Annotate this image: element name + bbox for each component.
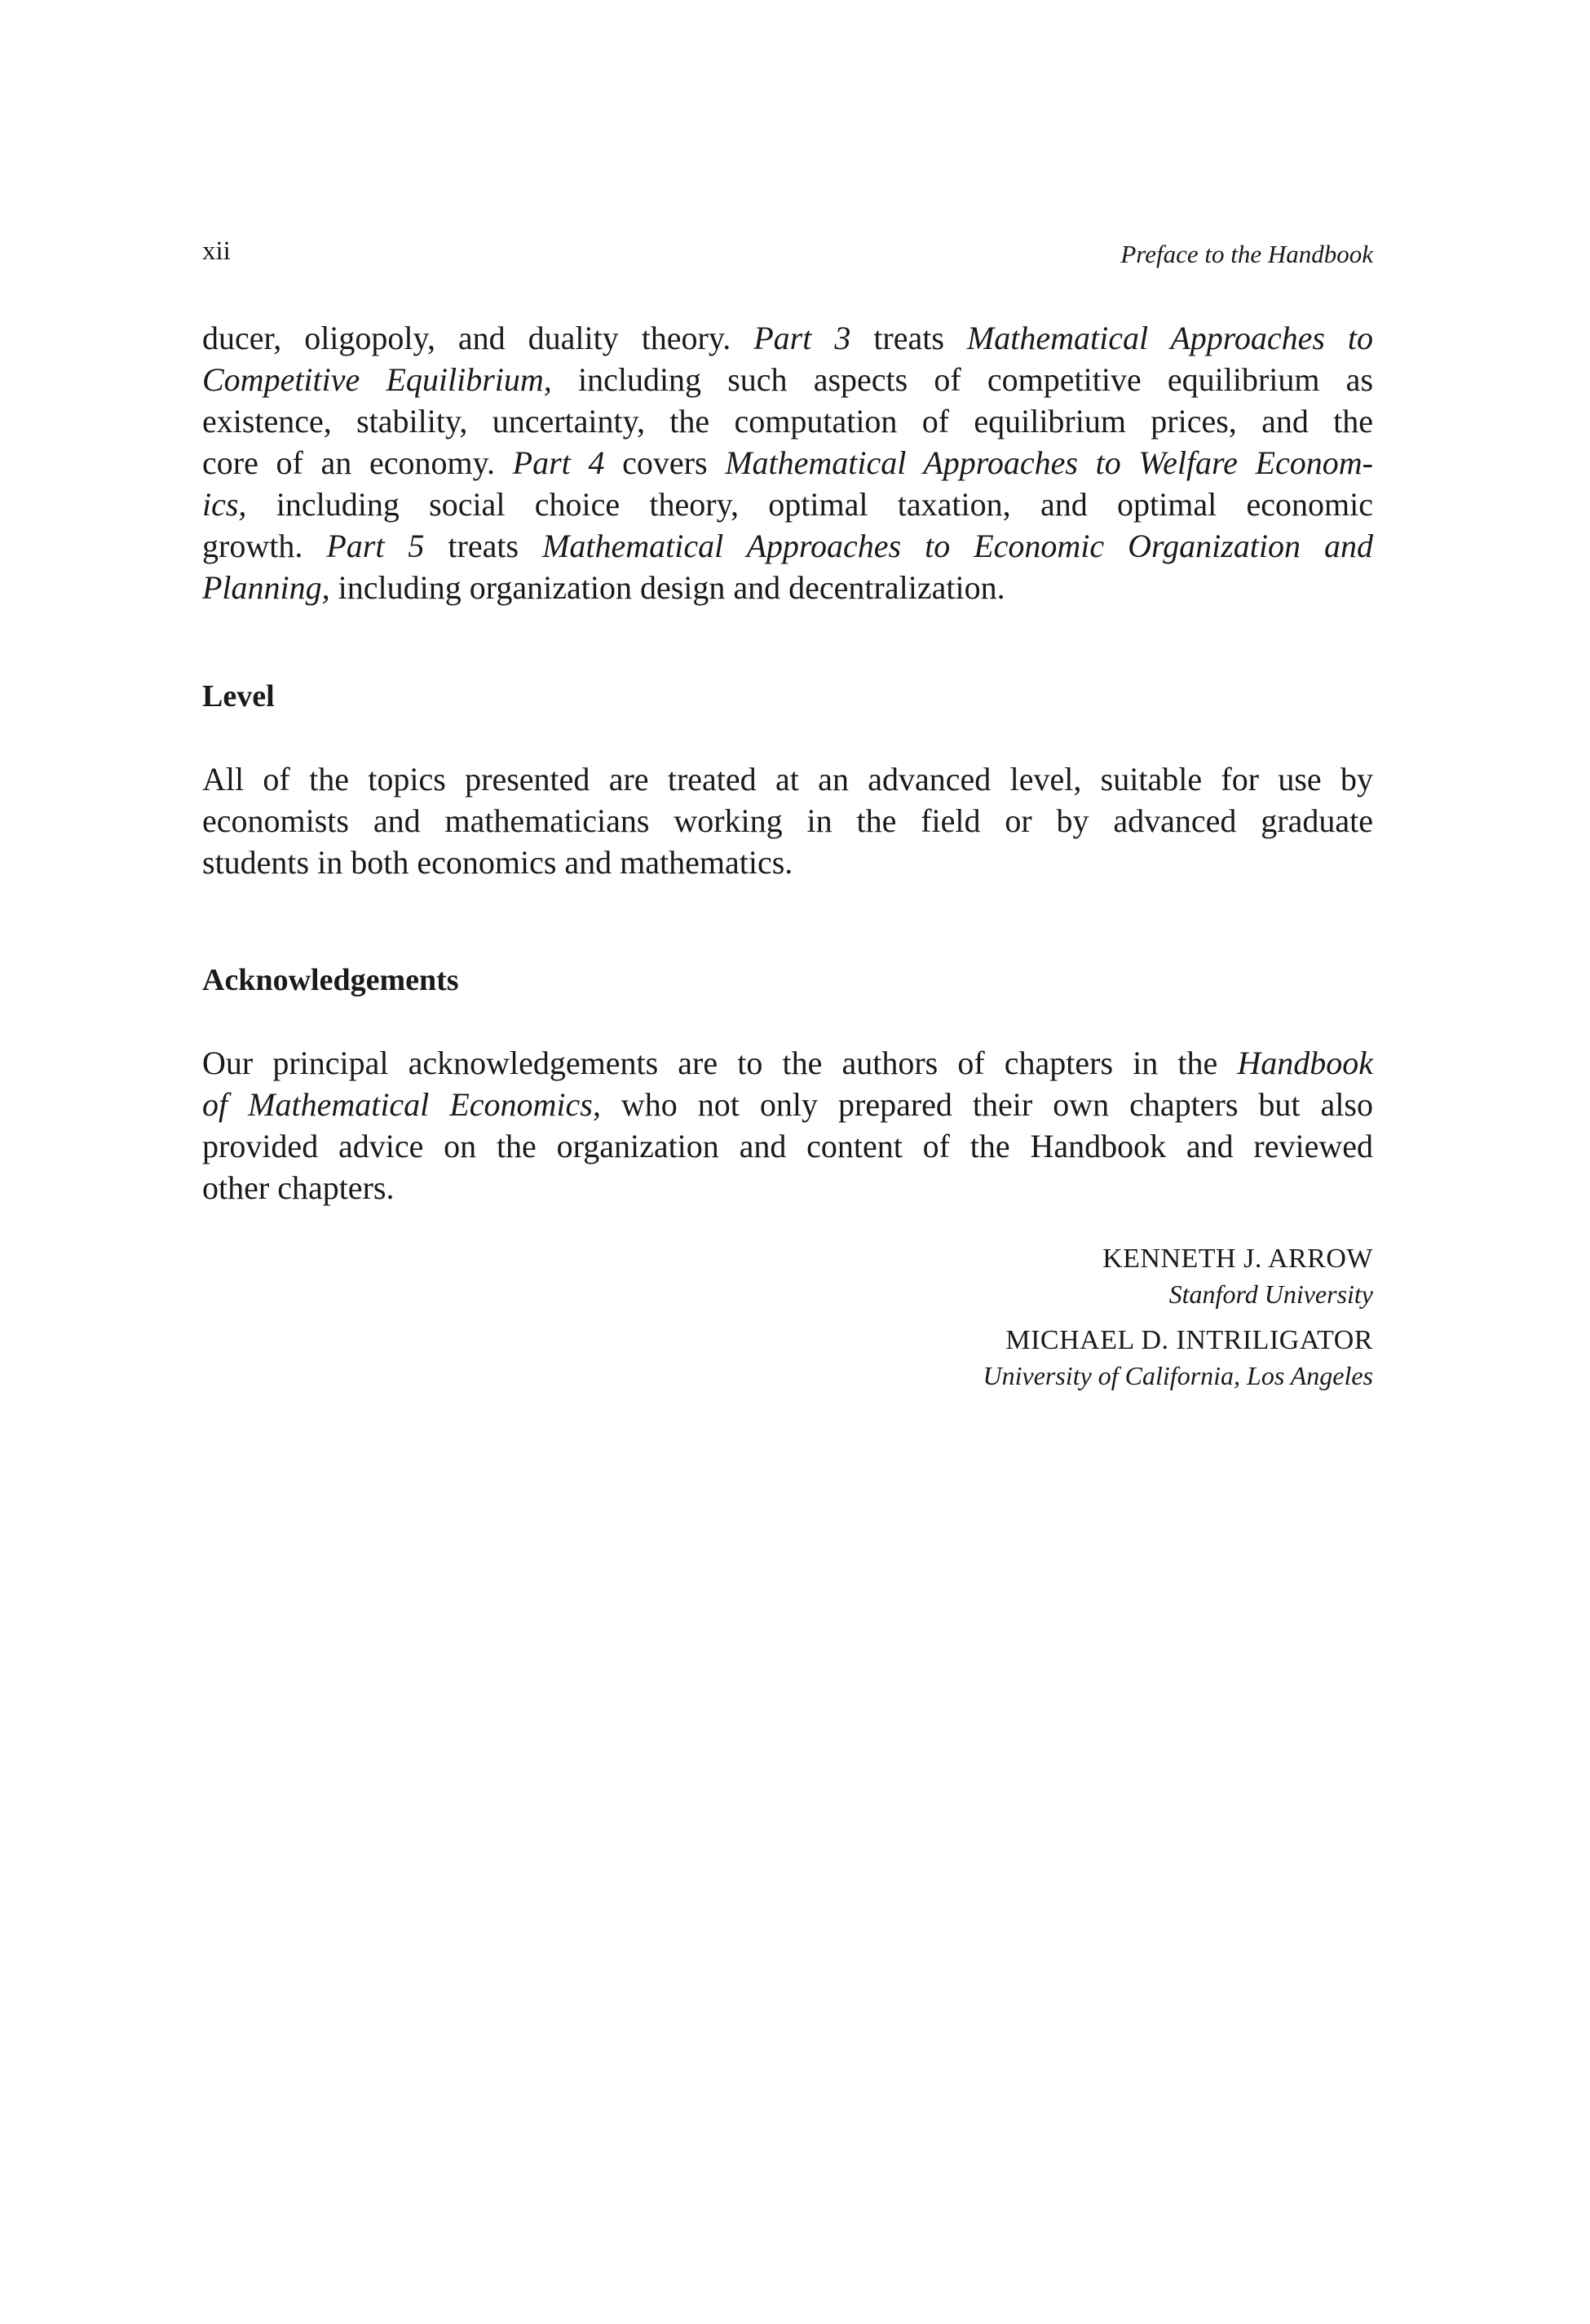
text-run: core of an economy. [202, 444, 513, 481]
running-title: Preface to the Handbook [1120, 240, 1373, 268]
text-line [202, 442, 1373, 484]
italic-run: Competitive Equilibrium, [202, 361, 552, 398]
paragraph [202, 758, 1373, 883]
italic-run: ics, [202, 486, 247, 523]
text-line [202, 1167, 1373, 1208]
text-run: growth. [202, 528, 327, 564]
signatory-affiliation: Stanford University [1168, 1279, 1373, 1309]
text-line [202, 800, 1373, 842]
italic-run: Mathematical Approaches to Economic Organization and [542, 528, 1374, 564]
text-run: including organization design and decentralization. [329, 569, 1005, 606]
italic-run: Part 5 [326, 528, 425, 564]
text-run: who not only prepared their own chapters but also [600, 1086, 1373, 1123]
text-run: treats [850, 320, 967, 356]
text-run: Our principal acknowledgements are to the authors of chapters in the [202, 1045, 1238, 1081]
text-run: ducer, oligopoly, and duality theory. [202, 320, 754, 356]
italic-run: of Mathematical Economics, [202, 1086, 601, 1123]
text-run: covers [604, 444, 726, 481]
text-line [202, 842, 1373, 883]
page-number: xii [202, 236, 231, 266]
text-run: provided advice on the organization and content of the Handbook and reviewed [202, 1128, 1373, 1164]
text-line [202, 567, 1373, 608]
running-head [202, 236, 1373, 276]
text-run: economists and mathematicians working in the field or by advanced graduate [202, 802, 1373, 839]
text-run: treats [424, 528, 543, 564]
italic-run: Planning, [202, 569, 330, 606]
text-line [202, 317, 1373, 359]
text-run: including such aspects of competitive equilibrium as [551, 361, 1374, 398]
text-line [202, 1084, 1373, 1125]
paragraph [202, 317, 1373, 608]
signatory-affiliation: University of California, Los Angeles [983, 1361, 1373, 1390]
intro-continuation-paragraph [202, 317, 1373, 608]
acknowledgements-heading: Acknowledgements [202, 963, 459, 997]
level-section [202, 758, 1373, 883]
signature-block [983, 1323, 1373, 1393]
text-line [202, 484, 1373, 525]
signatory-name: MICHAEL D. INTRILIGATOR [1005, 1325, 1373, 1355]
acknowledgements-section [202, 1042, 1373, 1208]
text-line [202, 400, 1373, 442]
paragraph [202, 1042, 1373, 1208]
signatory-name: KENNETH J. ARROW [1102, 1244, 1373, 1274]
text-line [202, 758, 1373, 800]
italic-run: Part 4 [512, 444, 605, 481]
text-line [202, 359, 1373, 400]
text-run: including social choice theory, optimal taxation, and optimal economic [246, 486, 1373, 523]
text-line [202, 525, 1373, 567]
italic-run: Part 3 [753, 320, 851, 356]
text-run: All of the topics presented are treated at an advanced level, suitable for use by [202, 761, 1373, 797]
text-line [202, 1042, 1373, 1084]
text-line [202, 1125, 1373, 1167]
text-run: students in both economics and mathematics. [202, 844, 793, 881]
italic-run: Mathematical Approaches to Welfare Econom- [725, 444, 1373, 481]
italic-run: Handbook [1237, 1045, 1373, 1081]
text-run: other chapters. [202, 1169, 395, 1206]
text-run: existence, stability, uncertainty, the computation of equilibrium prices, and the [202, 403, 1373, 440]
italic-run: Mathematical Approaches to [966, 320, 1373, 356]
level-heading: Level [202, 679, 275, 714]
signature-block [1102, 1241, 1373, 1311]
